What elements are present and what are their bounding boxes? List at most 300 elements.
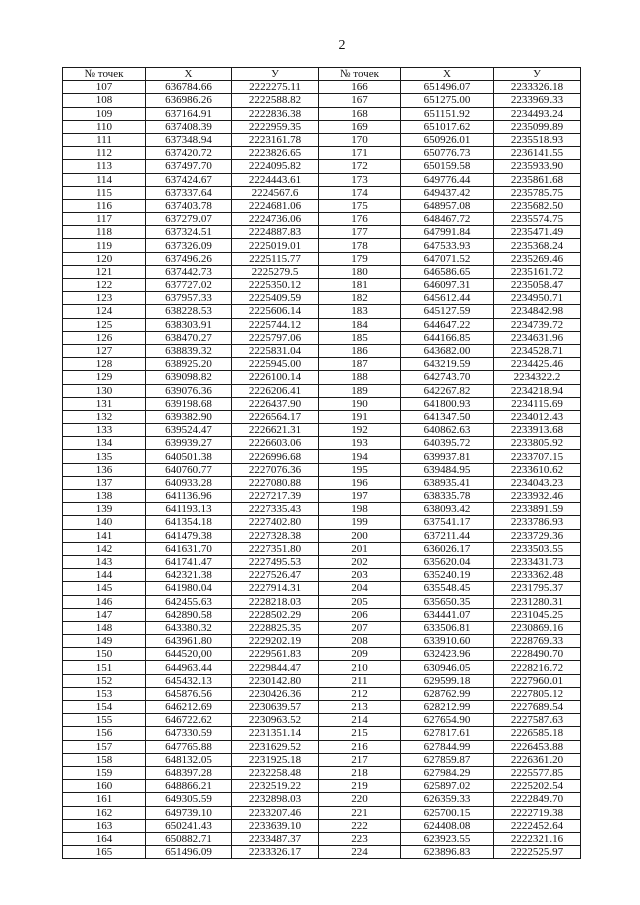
y-coordinate-cell: 2226564.17 — [232, 410, 319, 423]
point-number-cell: 220 — [319, 793, 401, 806]
table-row — [63, 279, 581, 292]
x-coordinate-cell: 641800.93 — [401, 397, 494, 410]
x-coordinate-cell: 639076.36 — [146, 384, 232, 397]
x-coordinate-cell: 645876.56 — [146, 687, 232, 700]
point-number-cell: 168 — [319, 107, 401, 120]
point-number-cell: 119 — [63, 239, 146, 252]
y-coordinate-cell: 2235861.68 — [494, 173, 581, 186]
x-coordinate-cell: 649305.59 — [146, 793, 232, 806]
y-coordinate-cell: 2234493.24 — [494, 107, 581, 120]
x-coordinate-cell: 626359.33 — [401, 793, 494, 806]
point-number-cell: 144 — [63, 569, 146, 582]
x-coordinate-cell: 641193.13 — [146, 503, 232, 516]
point-number-cell: 174 — [319, 186, 401, 199]
page-number: 2 — [338, 38, 346, 53]
x-coordinate-cell: 637496.26 — [146, 252, 232, 265]
y-coordinate-cell: 2222719.38 — [494, 806, 581, 819]
y-coordinate-cell: 2226361.20 — [494, 753, 581, 766]
point-number-cell: 136 — [63, 463, 146, 476]
point-number-cell: 186 — [319, 344, 401, 357]
point-number-cell: 147 — [63, 608, 146, 621]
x-coordinate-cell: 651275.00 — [401, 94, 494, 107]
x-coordinate-cell: 639198.68 — [146, 397, 232, 410]
table-row — [63, 753, 581, 766]
y-coordinate-cell: 2235933.90 — [494, 160, 581, 173]
y-coordinate-cell: 2233707.15 — [494, 450, 581, 463]
table-row — [63, 516, 581, 529]
table-row — [63, 555, 581, 568]
point-number-cell: 167 — [319, 94, 401, 107]
y-coordinate-cell: 2231280.31 — [494, 595, 581, 608]
point-number-cell: 135 — [63, 450, 146, 463]
y-coordinate-cell: 2235785.75 — [494, 186, 581, 199]
table-row — [63, 819, 581, 832]
table-row — [63, 569, 581, 582]
point-number-cell: 203 — [319, 569, 401, 582]
point-number-cell: 127 — [63, 344, 146, 357]
table-row — [63, 371, 581, 384]
x-coordinate-cell: 638335.78 — [401, 490, 494, 503]
table-row — [63, 463, 581, 476]
y-coordinate-cell: 2226100.14 — [232, 371, 319, 384]
table-row — [63, 674, 581, 687]
x-coordinate-cell: 639524.47 — [146, 424, 232, 437]
x-coordinate-cell: 642455.63 — [146, 595, 232, 608]
x-coordinate-cell: 648467.72 — [401, 213, 494, 226]
x-coordinate-cell: 623896.83 — [401, 846, 494, 859]
table-row — [63, 701, 581, 714]
x-coordinate-cell: 647533.93 — [401, 239, 494, 252]
point-number-cell: 137 — [63, 476, 146, 489]
y-coordinate-cell: 2230426.36 — [232, 687, 319, 700]
x-coordinate-cell: 623923.55 — [401, 832, 494, 845]
x-coordinate-cell: 632423.96 — [401, 648, 494, 661]
y-coordinate-cell: 2228769.33 — [494, 635, 581, 648]
y-coordinate-cell: 2225279.5 — [232, 265, 319, 278]
x-coordinate-cell: 627817.61 — [401, 727, 494, 740]
x-coordinate-cell: 646212.69 — [146, 701, 232, 714]
point-number-cell: 206 — [319, 608, 401, 621]
y-coordinate-cell: 2227805.12 — [494, 687, 581, 700]
x-coordinate-cell: 637279.07 — [146, 213, 232, 226]
x-coordinate-cell: 637403.78 — [146, 199, 232, 212]
point-number-cell: 138 — [63, 490, 146, 503]
x-coordinate-cell: 651017.62 — [401, 120, 494, 133]
x-coordinate-cell: 637497.70 — [146, 160, 232, 173]
x-coordinate-cell: 628762.99 — [401, 687, 494, 700]
point-number-cell: 177 — [319, 226, 401, 239]
table-row — [63, 331, 581, 344]
table-row — [63, 94, 581, 107]
header-row — [63, 68, 581, 81]
point-number-cell: 121 — [63, 265, 146, 278]
y-coordinate-cell: 2226621.31 — [232, 424, 319, 437]
table-row — [63, 318, 581, 331]
table-row — [63, 635, 581, 648]
point-number-cell: 218 — [319, 766, 401, 779]
header-x: X — [146, 68, 232, 81]
y-coordinate-cell: 2224095.82 — [232, 160, 319, 173]
x-coordinate-cell: 650776.73 — [401, 147, 494, 160]
x-coordinate-cell: 643219.59 — [401, 358, 494, 371]
x-coordinate-cell: 647330.59 — [146, 727, 232, 740]
x-coordinate-cell: 637424.67 — [146, 173, 232, 186]
point-number-cell: 112 — [63, 147, 146, 160]
y-coordinate-cell: 2222321.16 — [494, 832, 581, 845]
point-number-cell: 183 — [319, 305, 401, 318]
y-coordinate-cell: 2235269.46 — [494, 252, 581, 265]
y-coordinate-cell: 2228216.72 — [494, 661, 581, 674]
x-coordinate-cell: 637324.51 — [146, 226, 232, 239]
y-coordinate-cell: 2235099.89 — [494, 120, 581, 133]
point-number-cell: 133 — [63, 424, 146, 437]
point-number-cell: 184 — [319, 318, 401, 331]
x-coordinate-cell: 636026.17 — [401, 542, 494, 555]
x-coordinate-cell: 650926.01 — [401, 133, 494, 146]
table-row — [63, 384, 581, 397]
table-row — [63, 147, 581, 160]
x-coordinate-cell: 627984.29 — [401, 766, 494, 779]
y-coordinate-cell: 2230869.16 — [494, 621, 581, 634]
y-coordinate-cell: 2226603.06 — [232, 437, 319, 450]
x-coordinate-cell: 627859.87 — [401, 753, 494, 766]
x-coordinate-cell: 633506.81 — [401, 621, 494, 634]
x-coordinate-cell: 637408.39 — [146, 120, 232, 133]
y-coordinate-cell: 2227351.80 — [232, 542, 319, 555]
table-row — [63, 252, 581, 265]
point-number-cell: 192 — [319, 424, 401, 437]
y-coordinate-cell: 2233362.48 — [494, 569, 581, 582]
y-coordinate-cell: 2228502.29 — [232, 608, 319, 621]
x-coordinate-cell: 648957.08 — [401, 199, 494, 212]
table-row — [63, 621, 581, 634]
y-coordinate-cell: 2225202.54 — [494, 780, 581, 793]
x-coordinate-cell: 637326.09 — [146, 239, 232, 252]
table-row — [63, 595, 581, 608]
point-number-cell: 172 — [319, 160, 401, 173]
table-row — [63, 714, 581, 727]
x-coordinate-cell: 635650.35 — [401, 595, 494, 608]
y-coordinate-cell: 2228218.03 — [232, 595, 319, 608]
point-number-cell: 197 — [319, 490, 401, 503]
header-y: У — [232, 68, 319, 81]
x-coordinate-cell: 640395.72 — [401, 437, 494, 450]
table-row — [63, 608, 581, 621]
y-coordinate-cell: 2234528.71 — [494, 344, 581, 357]
table-row — [63, 81, 581, 94]
x-coordinate-cell: 637541.17 — [401, 516, 494, 529]
y-coordinate-cell: 2234739.72 — [494, 318, 581, 331]
table-row — [63, 358, 581, 371]
y-coordinate-cell: 2229844.47 — [232, 661, 319, 674]
y-coordinate-cell: 2224887.83 — [232, 226, 319, 239]
y-coordinate-cell: 2233610.62 — [494, 463, 581, 476]
y-coordinate-cell: 2234950.71 — [494, 292, 581, 305]
y-coordinate-cell: 2233932.46 — [494, 490, 581, 503]
y-coordinate-cell: 2224736.06 — [232, 213, 319, 226]
table-row — [63, 305, 581, 318]
y-coordinate-cell: 2234012.43 — [494, 410, 581, 423]
point-number-cell: 205 — [319, 595, 401, 608]
point-number-cell: 155 — [63, 714, 146, 727]
y-coordinate-cell: 2234425.46 — [494, 358, 581, 371]
x-coordinate-cell: 637727.02 — [146, 279, 232, 292]
point-number-cell: 126 — [63, 331, 146, 344]
point-number-cell: 113 — [63, 160, 146, 173]
x-coordinate-cell: 625897.02 — [401, 780, 494, 793]
point-number-cell: 158 — [63, 753, 146, 766]
x-coordinate-cell: 646097.31 — [401, 279, 494, 292]
point-number-cell: 223 — [319, 832, 401, 845]
point-number-cell: 215 — [319, 727, 401, 740]
table-row — [63, 490, 581, 503]
x-coordinate-cell: 640501.38 — [146, 450, 232, 463]
x-coordinate-cell: 637420.72 — [146, 147, 232, 160]
y-coordinate-cell: 2222588.82 — [232, 94, 319, 107]
y-coordinate-cell: 2233639.10 — [232, 819, 319, 832]
x-coordinate-cell: 639098.82 — [146, 371, 232, 384]
y-coordinate-cell: 2230639.57 — [232, 701, 319, 714]
y-coordinate-cell: 2227402.80 — [232, 516, 319, 529]
y-coordinate-cell: 2222959.35 — [232, 120, 319, 133]
x-coordinate-cell: 647071.52 — [401, 252, 494, 265]
y-coordinate-cell: 2222849.70 — [494, 793, 581, 806]
table-row — [63, 160, 581, 173]
y-coordinate-cell: 2235058.47 — [494, 279, 581, 292]
y-coordinate-cell: 2225945.00 — [232, 358, 319, 371]
point-number-cell: 202 — [319, 555, 401, 568]
point-number-cell: 129 — [63, 371, 146, 384]
y-coordinate-cell: 2231795.37 — [494, 582, 581, 595]
point-number-cell: 204 — [319, 582, 401, 595]
table-row — [63, 239, 581, 252]
point-number-cell: 224 — [319, 846, 401, 859]
table-row — [63, 173, 581, 186]
y-coordinate-cell: 2225606.14 — [232, 305, 319, 318]
table-row — [63, 292, 581, 305]
point-number-cell: 211 — [319, 674, 401, 687]
y-coordinate-cell: 2227076.36 — [232, 463, 319, 476]
x-coordinate-cell: 651496.07 — [401, 81, 494, 94]
table-row — [63, 199, 581, 212]
x-coordinate-cell: 646722.62 — [146, 714, 232, 727]
point-number-cell: 153 — [63, 687, 146, 700]
point-number-cell: 171 — [319, 147, 401, 160]
point-number-cell: 145 — [63, 582, 146, 595]
point-number-cell: 140 — [63, 516, 146, 529]
point-number-cell: 115 — [63, 186, 146, 199]
y-coordinate-cell: 2231045.25 — [494, 608, 581, 621]
point-number-cell: 162 — [63, 806, 146, 819]
point-number-cell: 219 — [319, 780, 401, 793]
x-coordinate-cell: 639484.95 — [401, 463, 494, 476]
point-number-cell: 212 — [319, 687, 401, 700]
point-number-cell: 207 — [319, 621, 401, 634]
x-coordinate-cell: 638925.20 — [146, 358, 232, 371]
point-number-cell: 217 — [319, 753, 401, 766]
point-number-cell: 156 — [63, 727, 146, 740]
y-coordinate-cell: 2223161.78 — [232, 133, 319, 146]
x-coordinate-cell: 638303.91 — [146, 318, 232, 331]
point-number-cell: 114 — [63, 173, 146, 186]
y-coordinate-cell: 2227689.54 — [494, 701, 581, 714]
x-coordinate-cell: 640862.63 — [401, 424, 494, 437]
table-row — [63, 793, 581, 806]
table-body — [63, 81, 581, 859]
point-number-cell: 195 — [319, 463, 401, 476]
point-number-cell: 210 — [319, 661, 401, 674]
point-number-cell: 175 — [319, 199, 401, 212]
point-number-cell: 179 — [319, 252, 401, 265]
table-row — [63, 542, 581, 555]
y-coordinate-cell: 2226206.41 — [232, 384, 319, 397]
x-coordinate-cell: 641136.96 — [146, 490, 232, 503]
header-x: X — [401, 68, 494, 81]
point-number-cell: 190 — [319, 397, 401, 410]
point-number-cell: 164 — [63, 832, 146, 845]
y-coordinate-cell: 2232898.03 — [232, 793, 319, 806]
point-number-cell: 130 — [63, 384, 146, 397]
x-coordinate-cell: 648397.28 — [146, 766, 232, 779]
point-number-cell: 198 — [319, 503, 401, 516]
x-coordinate-cell: 641479.38 — [146, 529, 232, 542]
y-coordinate-cell: 2233431.73 — [494, 555, 581, 568]
point-number-cell: 176 — [319, 213, 401, 226]
y-coordinate-cell: 2229561.83 — [232, 648, 319, 661]
x-coordinate-cell: 637442.73 — [146, 265, 232, 278]
x-coordinate-cell: 636986.26 — [146, 94, 232, 107]
point-number-cell: 149 — [63, 635, 146, 648]
x-coordinate-cell: 625700.15 — [401, 806, 494, 819]
x-coordinate-cell: 645432.13 — [146, 674, 232, 687]
y-coordinate-cell: 2233503.55 — [494, 542, 581, 555]
point-number-cell: 173 — [319, 173, 401, 186]
point-number-cell: 194 — [319, 450, 401, 463]
y-coordinate-cell: 2233891.59 — [494, 503, 581, 516]
coordinates-table — [62, 67, 581, 859]
x-coordinate-cell: 643682.00 — [401, 344, 494, 357]
x-coordinate-cell: 648132.05 — [146, 753, 232, 766]
y-coordinate-cell: 2225019.01 — [232, 239, 319, 252]
x-coordinate-cell: 643961.80 — [146, 635, 232, 648]
x-coordinate-cell: 641347.50 — [401, 410, 494, 423]
x-coordinate-cell: 640933.28 — [146, 476, 232, 489]
point-number-cell: 109 — [63, 107, 146, 120]
y-coordinate-cell: 2224567.6 — [232, 186, 319, 199]
y-coordinate-cell: 2231925.18 — [232, 753, 319, 766]
y-coordinate-cell: 2235368.24 — [494, 239, 581, 252]
y-coordinate-cell: 2225409.59 — [232, 292, 319, 305]
x-coordinate-cell: 636784.66 — [146, 81, 232, 94]
point-number-cell: 214 — [319, 714, 401, 727]
point-number-cell: 111 — [63, 133, 146, 146]
x-coordinate-cell: 647991.84 — [401, 226, 494, 239]
x-coordinate-cell: 639937.81 — [401, 450, 494, 463]
x-coordinate-cell: 637348.94 — [146, 133, 232, 146]
table-row — [63, 120, 581, 133]
x-coordinate-cell: 637337.64 — [146, 186, 232, 199]
point-number-cell: 213 — [319, 701, 401, 714]
point-number-cell: 200 — [319, 529, 401, 542]
point-number-cell: 208 — [319, 635, 401, 648]
x-coordinate-cell: 635620.04 — [401, 555, 494, 568]
y-coordinate-cell: 2225115.77 — [232, 252, 319, 265]
x-coordinate-cell: 642743.70 — [401, 371, 494, 384]
y-coordinate-cell: 2222452.64 — [494, 819, 581, 832]
point-number-cell: 221 — [319, 806, 401, 819]
x-coordinate-cell: 633910.60 — [401, 635, 494, 648]
x-coordinate-cell: 638470.27 — [146, 331, 232, 344]
y-coordinate-cell: 2236141.55 — [494, 147, 581, 160]
y-coordinate-cell: 2228825.35 — [232, 621, 319, 634]
point-number-cell: 199 — [319, 516, 401, 529]
point-number-cell: 146 — [63, 595, 146, 608]
x-coordinate-cell: 639939.27 — [146, 437, 232, 450]
y-coordinate-cell: 2233913.68 — [494, 424, 581, 437]
point-number-cell: 169 — [319, 120, 401, 133]
y-coordinate-cell: 2228490.70 — [494, 648, 581, 661]
point-number-cell: 157 — [63, 740, 146, 753]
y-coordinate-cell: 2225831.04 — [232, 344, 319, 357]
point-number-cell: 124 — [63, 305, 146, 318]
x-coordinate-cell: 624408.08 — [401, 819, 494, 832]
table-row — [63, 450, 581, 463]
point-number-cell: 120 — [63, 252, 146, 265]
y-coordinate-cell: 2227335.43 — [232, 503, 319, 516]
x-coordinate-cell: 644520,00 — [146, 648, 232, 661]
point-number-cell: 131 — [63, 397, 146, 410]
y-coordinate-cell: 2225744.12 — [232, 318, 319, 331]
x-coordinate-cell: 645127.59 — [401, 305, 494, 318]
table-row — [63, 226, 581, 239]
point-number-cell: 117 — [63, 213, 146, 226]
y-coordinate-cell: 2234322.2 — [494, 371, 581, 384]
point-number-cell: 181 — [319, 279, 401, 292]
point-number-cell: 143 — [63, 555, 146, 568]
y-coordinate-cell: 2222836.38 — [232, 107, 319, 120]
x-coordinate-cell: 649776.44 — [401, 173, 494, 186]
point-number-cell: 152 — [63, 674, 146, 687]
x-coordinate-cell: 639382.90 — [146, 410, 232, 423]
point-number-cell: 159 — [63, 766, 146, 779]
table-row — [63, 107, 581, 120]
y-coordinate-cell: 2231629.52 — [232, 740, 319, 753]
x-coordinate-cell: 627654.90 — [401, 714, 494, 727]
point-number-cell: 166 — [319, 81, 401, 94]
x-coordinate-cell: 628212.99 — [401, 701, 494, 714]
point-number-cell: 141 — [63, 529, 146, 542]
point-number-cell: 187 — [319, 358, 401, 371]
y-coordinate-cell: 2222525.97 — [494, 846, 581, 859]
x-coordinate-cell: 638935.41 — [401, 476, 494, 489]
y-coordinate-cell: 2233969.33 — [494, 94, 581, 107]
y-coordinate-cell: 2233487.37 — [232, 832, 319, 845]
point-number-cell: 139 — [63, 503, 146, 516]
y-coordinate-cell: 2233805.92 — [494, 437, 581, 450]
point-number-cell: 193 — [319, 437, 401, 450]
point-number-cell: 132 — [63, 410, 146, 423]
y-coordinate-cell: 2230142.80 — [232, 674, 319, 687]
point-number-cell: 170 — [319, 133, 401, 146]
table-row — [63, 661, 581, 674]
point-number-cell: 216 — [319, 740, 401, 753]
y-coordinate-cell: 2226585.18 — [494, 727, 581, 740]
y-coordinate-cell: 2227080.88 — [232, 476, 319, 489]
header-point-number: № точек — [319, 68, 401, 81]
y-coordinate-cell: 2226996.68 — [232, 450, 319, 463]
table-row — [63, 806, 581, 819]
x-coordinate-cell: 641354.18 — [146, 516, 232, 529]
